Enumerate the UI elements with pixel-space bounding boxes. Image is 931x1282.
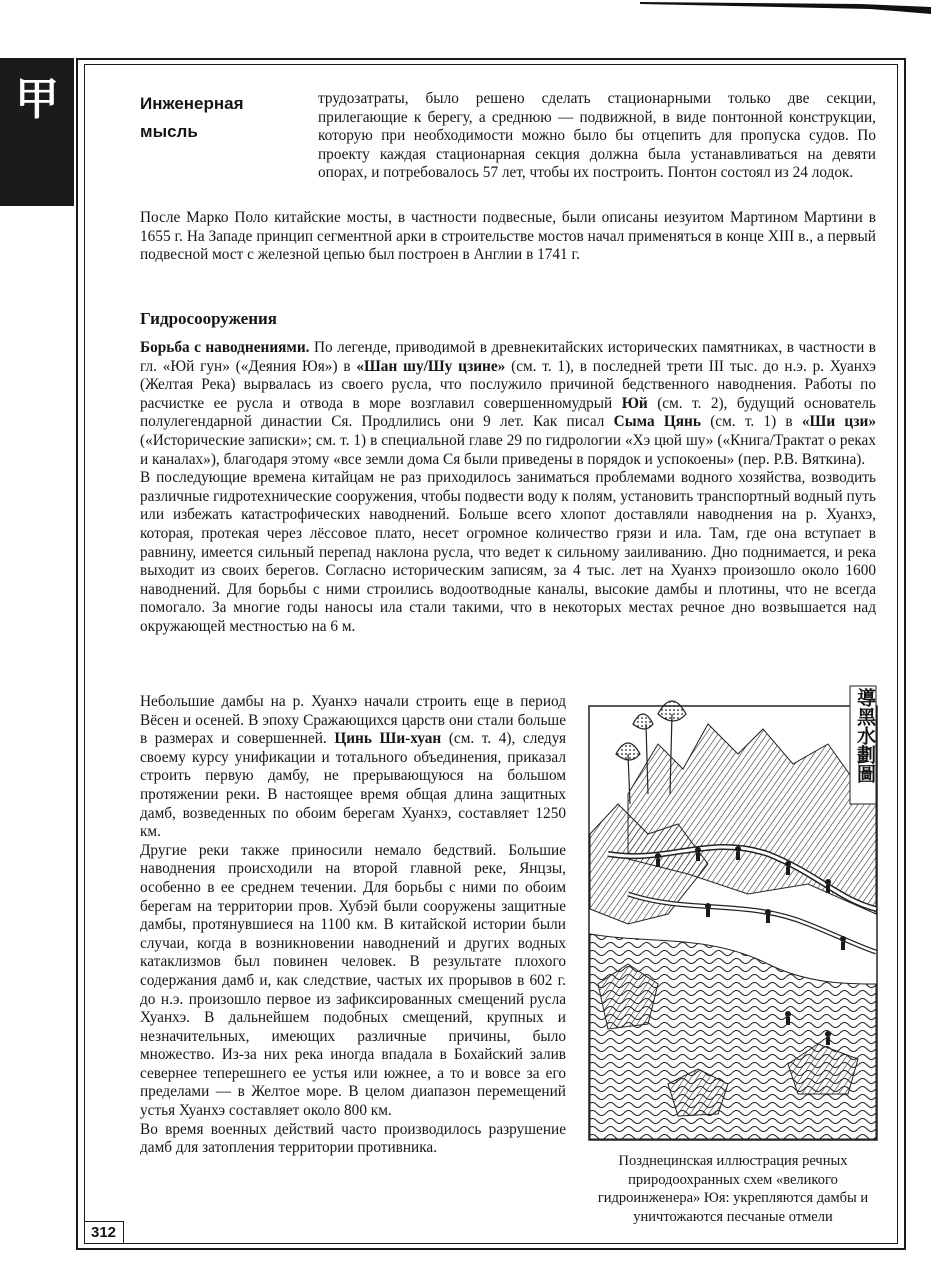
water-management-paragraph: В последующие времена китайцам не раз приходилось заниматься проблемами водного хозяйства, возводить различные гидротехнические сооружения, чтобы подвести воду к полям, установить транспортный водный путь или избежать катастрофических наводнений. Больше всего хлопот доставляли наводнения на р. Хуанхэ, которая, протекая через лёссовое плато, несет огромное количество грязи и ила. Там, где она вступает в равнину, имеется сильный перепад наклона русла, что ведет к сильному заиливанию. Дно поднимается, и река выходит из своих берегов. Согласно историческим записям, за 4 тыс. лет на Хуанхэ произошло около 1600 наводнений. Для борьбы с ними строились водоотводные каналы, высокие дамбы и плотины, что не всегда помогало. За многие годы наносы ила стали такими, что в некоторых местах речное дно возвышается над окружающей местностью на 6 м.: [140, 469, 876, 635]
flood-lead: Борьба с наводнениями.: [140, 339, 310, 356]
illustration-caption: Позднецинская иллюстрация речных природоохранных схем «великого гидроинженера» Юя: укрепляются дамбы и уничтожаются песчаные отмели: [597, 1153, 869, 1225]
side-heading-line1: Инженерная: [140, 94, 244, 113]
flood-text-3: (см. т. 2), будущий основатель полулегендарной династии Ся. Продлились они 9 лет. Как писал: [140, 394, 876, 431]
flood-text-2: (см. т. 1), в последней трети III тыс. до н.э. р. Хуанхэ (Желтая Река) вырвалась из своего русла, что послужило причиной бедственного наводнения. Работы по расчистке ее русла и отвода в море возглавил совершенномудрый: [140, 357, 876, 412]
flood-text-5: («Исторические записки»; см. т. 1) в специальной главе 29 по гидрологии «Хэ цюй шу» («Книга/Трактат о реках и каналах»), благодаря этому «все земли дома Ся были приведены в порядок и успокоены» (пер. Р.В. Вяткина).: [140, 431, 876, 468]
dams-paragraph: [140, 693, 566, 842]
dams-text-2: (см. т. 4), следуя своему курсу унификации и тотального объединения, приказал строить первую дамбу, не прерывающуюся на большом протяжении реки. В настоящее время общая длина защитных дамб, возведенных по обоим берегам Хуанхэ, составляет 1250 км.: [140, 730, 566, 841]
section-heading: Гидросооружения: [140, 309, 278, 328]
engraving-illustration: [588, 684, 878, 1142]
intro-paragraph: трудозатраты, было решено сделать стационарными только две секции, прилегающие к берегу, а среднюю — подвижной, в виде понтонной конструкции, которую при необходимости можно было бы отцепить для пропуска судов. По проекту каждая стационарная секция должна была устанавливаться на девяти опорах, и потребовалось 57 лет, чтобы их построить. Понтон состоял из 24 лодок.: [318, 90, 876, 182]
flood-paragraph: [140, 339, 876, 469]
flood-bold-2: Юй: [621, 394, 648, 412]
top-brush-stroke: [640, 0, 931, 14]
page-number: 312: [84, 1221, 124, 1244]
flood-text-4: (см. т. 1) в: [700, 413, 802, 431]
flood-bold-3: Сыма Цянь: [613, 413, 701, 431]
bridges-paragraph-block: [140, 209, 876, 265]
flood-bold-1: «Шан шу/Шу цзине»: [356, 357, 506, 375]
body-full-width: [140, 339, 876, 637]
chapter-glyph: 甲: [15, 74, 59, 125]
dams-bold-1: Цинь Ши-хуан: [334, 730, 442, 748]
side-heading-line2: мысль: [140, 122, 198, 141]
chapter-tab: [0, 58, 74, 206]
flood-text-1: По легенде, приводимой в древнекитайских исторических памятниках, в частности в гл. «Юй гун» («Деяния Юя») в: [140, 339, 876, 375]
body-left-column: [140, 693, 566, 1158]
flood-bold-4: «Ши цзи»: [801, 413, 877, 431]
intro-paragraph-block: [318, 90, 876, 183]
bridges-paragraph: После Марко Поло китайские мосты, в частности подвесные, были описаны иезуитом Мартином Мартини в 1655 г. На Западе принцип сегментной арки в строительстве мостов начал применяться в конце XIII в., а первый подвесной мост с железной цепью был построен в Англии в 1741 г.: [140, 209, 876, 264]
war-paragraph: Во время военных действий часто производилось разрушение дамб для затопления территории противника.: [140, 1120, 566, 1157]
dams-text-1: Небольшие дамбы на р. Хуанхэ начали строить еще в период Вёсен и осеней. В эпоху Сражающихся царств они стали больше в размерах и совершенней.: [140, 693, 566, 748]
engraving-inscription: 導黑水劃圖: [854, 688, 876, 783]
side-heading: [140, 90, 300, 146]
rivers-paragraph: Другие реки также приносили немало бедствий. Большие наводнения происходили на второй главной реке, Янцзы, особенно в ее среднем течении. Для борьбы с ними по обоим берегам на территории пров. Хубэй были сооружены защитные дамбы, протянувшиеся на 1100 км. В китайской истории были случаи, когда в возникновении наводнений и других водных катаклизмов был повинен человек. В результате плохого содержания дамб и, как следствие, частых их прорывов в 602 г. до н.э. произошло первое из зафиксированных смещений русла Хуанхэ. В дальнейшем подобных смещений, крупных и незначительных, имеющих различные причины, было множество. Из-за них река иногда впадала в Бохайский залив севернее теперешнего ее устья или южнее, а то и вовсе за его пределами — в Желтое море. В целом диапазон перемещений устья Хуанхэ составляет около 800 км.: [140, 841, 566, 1120]
engraving-image: [588, 684, 878, 1142]
